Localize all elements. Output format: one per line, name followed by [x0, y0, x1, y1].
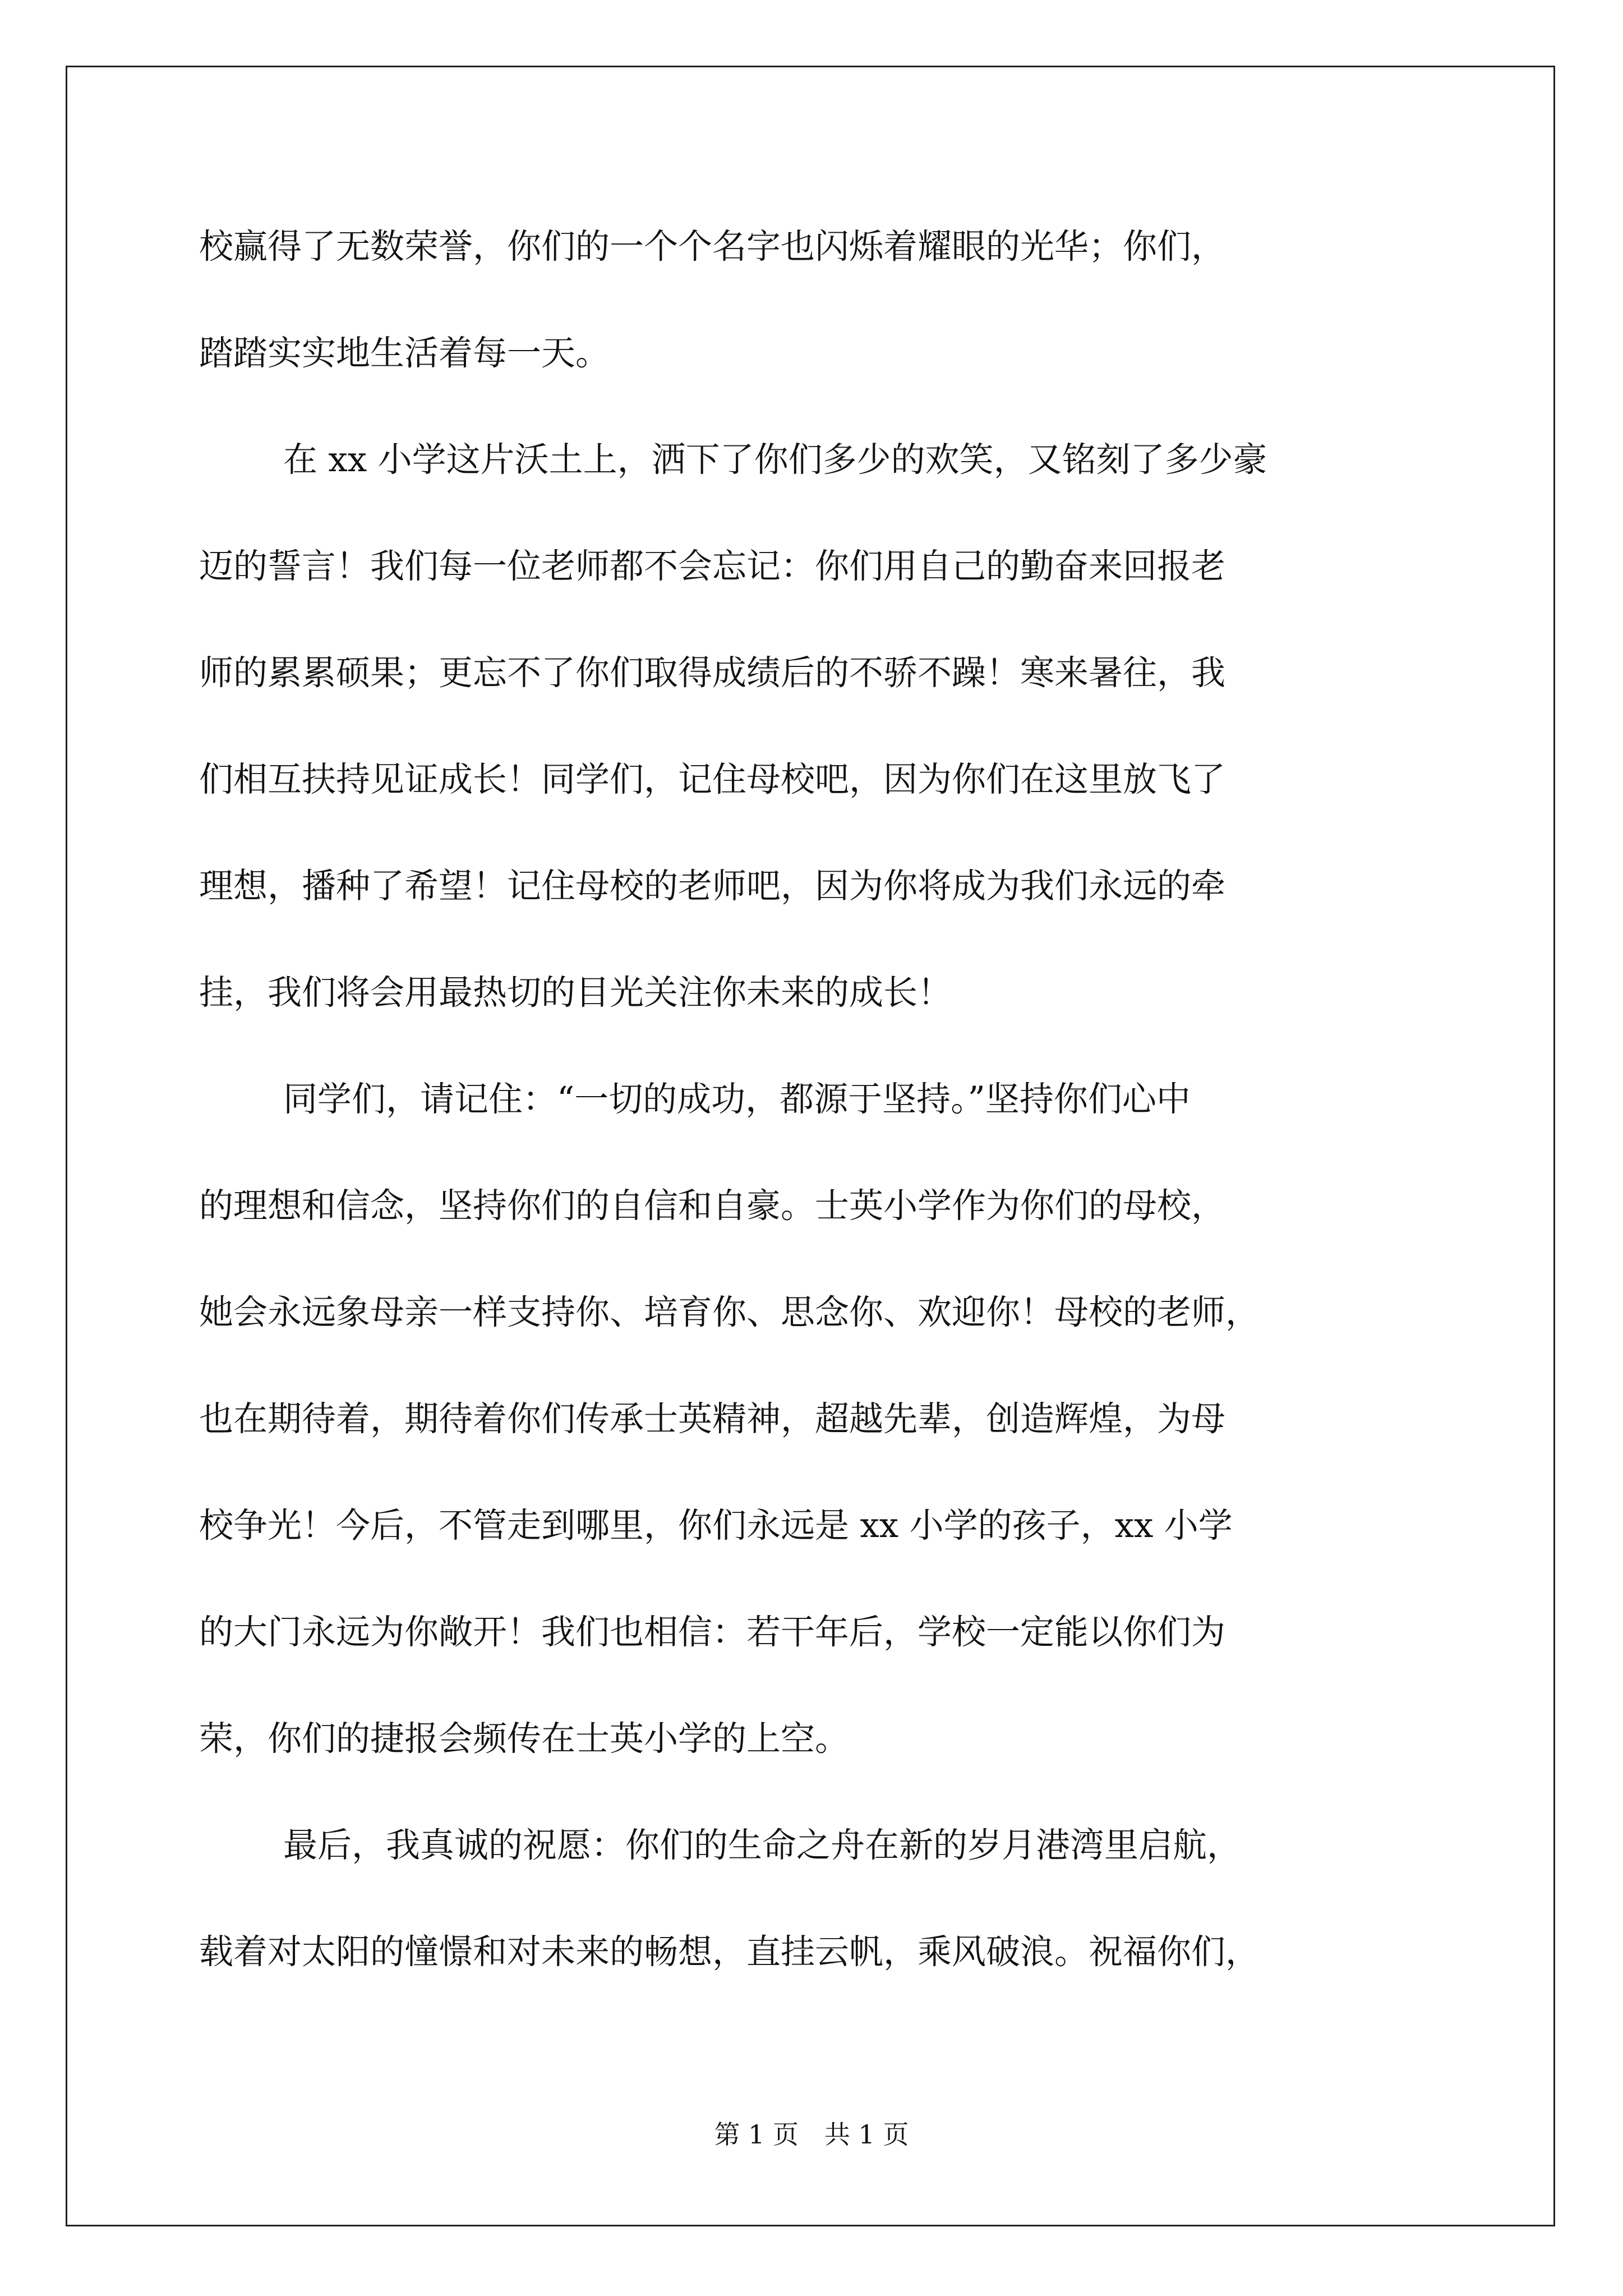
- page-number-footer: 第 1 页 共 1 页: [714, 2119, 909, 2150]
- text-line: 校赢得了无数荣誉，你们的一个个名字也闪烁着耀眼的光华；你们，: [199, 227, 1226, 266]
- text-line: 踏踏实实地生活着每一天。: [199, 333, 610, 373]
- text-line: 的大门永远为你敞开！我们也相信：若干年后，学校一定能以你们为: [199, 1612, 1226, 1652]
- text-line: 她会永远象母亲一样支持你、培育你、思念你、欢迎你！母校的老师，: [199, 1292, 1260, 1332]
- text-line: 荣，你们的捷报会频传在士英小学的上空。: [199, 1719, 850, 1759]
- text-line: 们相互扶持见证成长！同学们，记住母校吧，因为你们在这里放飞了: [199, 760, 1226, 799]
- text-line: 理想，播种了希望！记住母校的老师吧，因为你将成为我们永远的牵: [199, 866, 1226, 906]
- text-line: 师的累累硕果；更忘不了你们取得成绩后的不骄不躁！寒来暑往，我: [199, 653, 1226, 693]
- text-line: 挂，我们将会用最热切的目光关注你未来的成长！: [199, 973, 952, 1013]
- text-line: 迈的誓言！我们每一位老师都不会忘记：你们用自己的勤奋来回报老: [199, 546, 1226, 586]
- text-line: 载着对太阳的憧憬和对未来的畅想，直挂云帆，乘风破浪。祝福你们，: [199, 1932, 1260, 1972]
- paragraph-start-line: 最后，我真诚的祝愿：你们的生命之舟在新的岁月港湾里启航，: [283, 1825, 1242, 1865]
- paragraph-start-line: 在 xx 小学这片沃土上，洒下了你们多少的欢笑，又铭刻了多少豪: [283, 440, 1267, 480]
- text-line: 的理想和信念，坚持你们的自信和自豪。士英小学作为你们的母校，: [199, 1186, 1226, 1226]
- document-body: [199, 194, 1433, 2005]
- text-line: 也在期待着，期待着你们传承士英精神，超越先辈，创造辉煌，为母: [199, 1399, 1226, 1439]
- text-line: 校争光！今后，不管走到哪里，你们永远是 xx 小学的孩子，xx 小学: [199, 1506, 1233, 1545]
- paragraph-start-line: 同学们，请记住：“一切的成功，都源于坚持。”坚持你们心中: [283, 1079, 1191, 1119]
